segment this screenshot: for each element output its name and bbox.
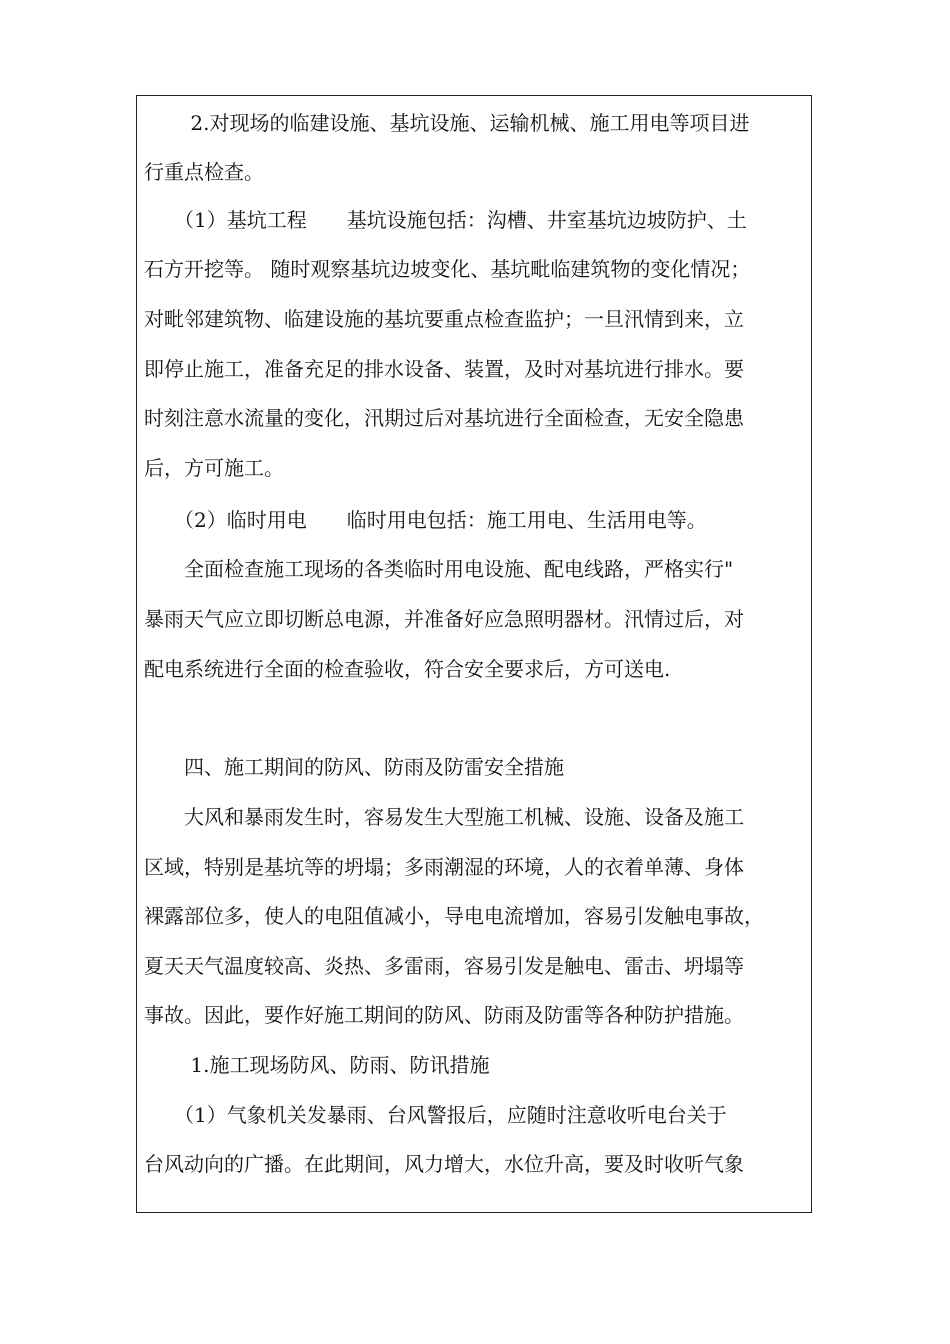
text-line: 行重点检查。 [144,160,264,184]
text-line: 2.对现场的临建设施、基坑设施、运输机械、施工用电等项目进 [144,111,750,135]
text-line: 对毗邻建筑物、临建设施的基坑要重点检查监护；一旦汛情到来，立 [144,307,744,331]
section-heading: 四、施工期间的防风、防雨及防雷安全措施 [144,755,564,779]
text-line: 配电系统进行全面的检查验收，符合安全要求后，方可送电. [144,657,671,681]
text-line: 区域，特别是基坑等的坍塌；多雨潮湿的环境，人的衣着单薄、身体 [144,855,744,879]
text-line: 台风动向的广播。在此期间，风力增大，水位升高，要及时收听气象 [144,1152,744,1176]
subsection-heading: 1.施工现场防风、防雨、防讯措施 [144,1053,490,1077]
text-line: 时刻注意水流量的变化，汛期过后对基坑进行全面检查，无安全隐患 [144,406,744,430]
text-line: （1）气象机关发暴雨、台风警报后，应随时注意收听电台关于 [144,1103,727,1127]
text-line: 石方开挖等。 随时观察基坑边坡变化、基坑毗临建筑物的变化情况； [144,257,751,281]
text-line: 暴雨天气应立即切断总电源，并准备好应急照明器材。汛情过后，对 [144,607,744,631]
text-line: （1）基坑工程 基坑设施包括：沟槽、井室基坑边坡防护、土 [144,208,747,232]
text-line: 即停止施工，准备充足的排水设备、装置，及时对基坑进行排水。要 [144,357,744,381]
text-line: （2）临时用电 临时用电包括：施工用电、生活用电等。 [144,508,707,532]
text-line: 后，方可施工。 [144,456,284,480]
text-line: 全面检查施工现场的各类临时用电设施、配电线路，严格实行" [144,557,734,581]
text-line: 夏天天气温度较高、炎热、多雷雨，容易引发是触电、雷击、坍塌等 [144,954,744,978]
text-line: 裸露部位多，使人的电阻值减小，导电电流增加，容易引发触电事故， [144,904,764,928]
text-line: 事故。因此，要作好施工期间的防风、防雨及防雷等各种防护措施。 [144,1003,744,1027]
text-line: 大风和暴雨发生时，容易发生大型施工机械、设施、设备及施工 [144,805,744,829]
